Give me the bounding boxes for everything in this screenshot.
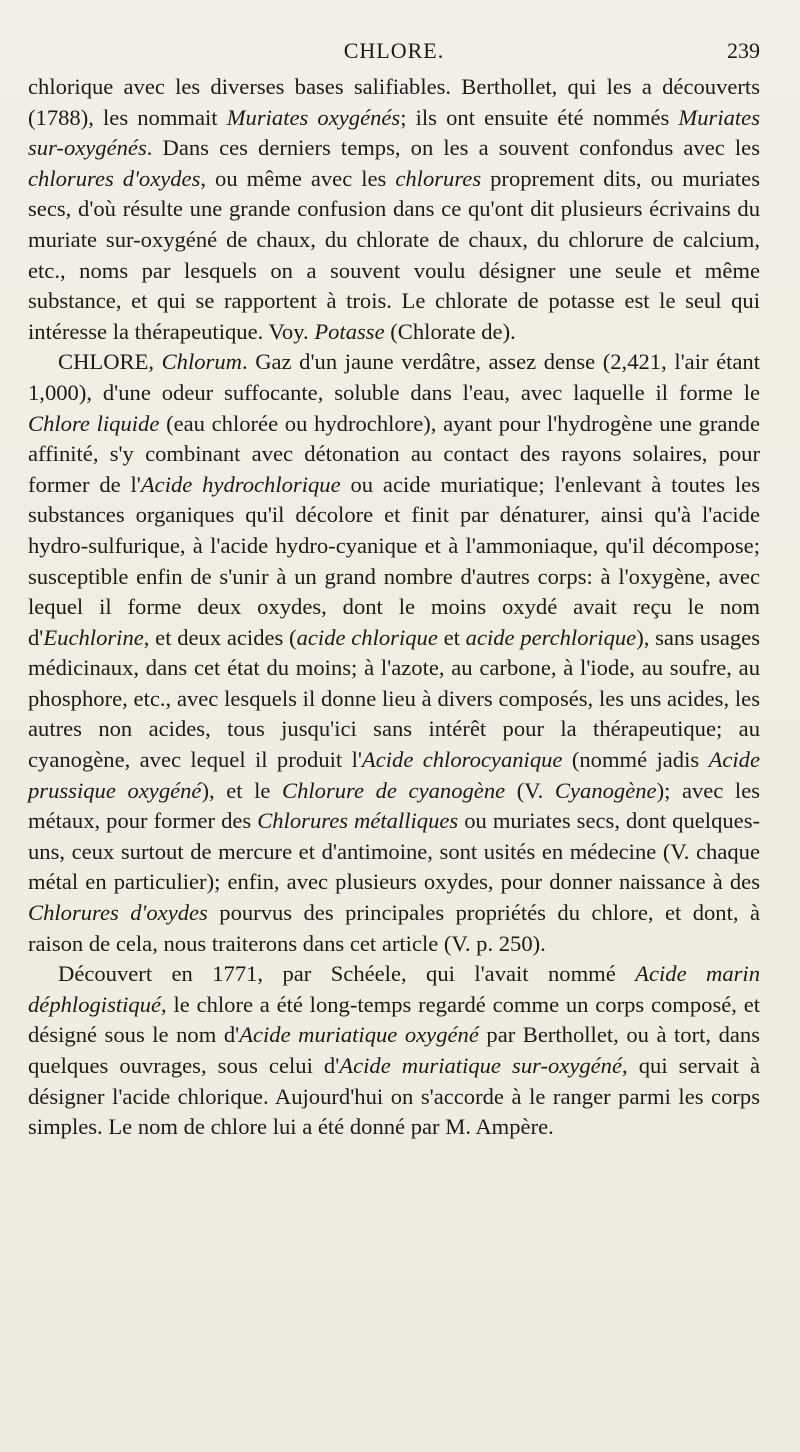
text-run: . Dans ces derniers temps, on les a souvent confondus avec les [146,135,760,161]
text-run: , qui servait à désigner l'acide chlorique. Aujourd'hui on s'accorde à le ranger parmi les corps simples. Le nom de chlore lui a été donné par M. Ampère. [28,1053,761,1140]
italic-term: Chlorures métalliques [257,808,459,834]
italic-term: Chlorum [161,349,242,375]
italic-term: Potasse [314,318,385,344]
text-run: , et deux acides ( [143,624,297,650]
italic-term: Acide prussique oxygéné [28,747,760,803]
text-run: (eau chlorée ou hydrochlore), ayant pour l'hydrogène une grande affinité, s'y combinant avec détonation au contact des rayons solaires, pour former de l' [28,410,761,497]
italic-term: Muriates sur-oxygénés [28,104,760,161]
text-run: ), sans usages médicinaux, dans cet état du moins; à l'azote, au carbone, à l'iode, au soufre, au phosphore, etc., avec lesquels il donne lieu à divers composés, les uns acides, les autres non acides, tous jusqu'ici sans intérêt pour la thérapeutique; au cyanogène, avec lequel il produit l' [28,624,760,773]
running-title: CHLORE. [343,38,445,63]
text-run: ), et le [201,777,283,803]
italic-term: Chlore liquide [28,410,160,436]
italic-term: Acide muriatique oxygéné [239,1022,479,1048]
italic-term: chlorures [395,165,482,191]
italic-term: Chlorure de cyanogène [282,777,506,803]
italic-term: Cyanogène [554,777,657,803]
text-run: , ou même avec les [200,165,396,191]
text-run: , le chlore a été long-temps regardé comme un corps composé, et désigné sous le nom d' [28,991,760,1048]
italic-term: acide chlorique [296,624,438,650]
italic-term: Chlorures d'oxydes [28,900,208,926]
text-run: ; ils ont ensuite été nommés [400,104,679,130]
running-head [28,38,760,72]
page-number: 239 [727,38,760,63]
paragraph-chlore-history [28,959,760,1143]
text-run: CHLORE, [58,349,162,375]
text-run: (V. [505,777,555,803]
text-run: ); avec les métaux, pour former des [28,777,761,834]
text-run: chlorique avec les diverses bases salifiables. Berthollet, qui les a découverts (1788), les nommait [28,74,760,130]
italic-term: Euchlorine [43,624,144,650]
text-run: ou acide muriatique; l'enlevant à toutes les substances organiques qu'il décolore et finit par dénaturer, ainsi qu'à l'acide hydro-sulfurique, à l'acide hydro-cyanique et à l'ammoniaque, qu'il décompose; susceptible enfin de s'unir à un grand nombre d'autres corps: à l'oxygène, avec lequel il forme deux oxydes, dont le moins oxydé avait reçu le nom d' [28,471,760,650]
italic-term: Acide chlorocyanique [361,747,563,773]
text-run: ou muriates secs, dont quelques-uns, ceux surtout de mercure et d'antimoine, sont usités en médecine (V. chaque métal en particulier); enfin, avec plusieurs oxydes, pour donner naissance à des [28,808,761,895]
text-run: par Berthollet, ou à tort, dans quelques ouvrages, sous celui d' [28,1022,760,1078]
text-run: Découvert en 1771, par Schéele, qui l'avait nommé [58,961,636,987]
paragraph-chlorates [28,72,760,347]
italic-term: Acide marin déphlogistiqué [28,961,760,1017]
italic-term: Acide hydrochlorique [140,471,341,497]
text-run: (nommé jadis [562,747,709,773]
italic-term: acide perchlorique [465,624,637,650]
text-run: (Chlorate de). [384,318,516,344]
page-text [28,72,760,1143]
italic-term: Muriates oxygénés [226,104,401,130]
text-run: et [437,624,466,650]
text-run: pourvus des principales propriétés du chlore, et dont, à raison de cela, nous traiterons dans cet article (V. p. 250). [28,900,760,956]
italic-term: chlorures d'oxydes [28,165,201,191]
paragraph-chlore-entry [28,347,760,959]
text-run: . Gaz d'un jaune verdâtre, assez dense (2,421, l'air étant 1,000), d'une odeur suffocante, soluble dans l'eau, avec laquelle il forme le [28,349,760,405]
text-run: proprement dits, ou muriates secs, d'où résulte une grande confusion dans ce qu'ont dit plusieurs écrivains du muriate sur-oxygéné de chaux, du chlorate de chaux, du chlorure de calcium, etc., noms par lesquels on a souvent voulu désigner une seule et même substance, et qui se rapportent à trois. Le chlorate de potasse est le seul qui intéresse la thérapeutique. Voy. [28,165,760,344]
italic-term: Acide muriatique sur-oxygéné [339,1053,622,1078]
